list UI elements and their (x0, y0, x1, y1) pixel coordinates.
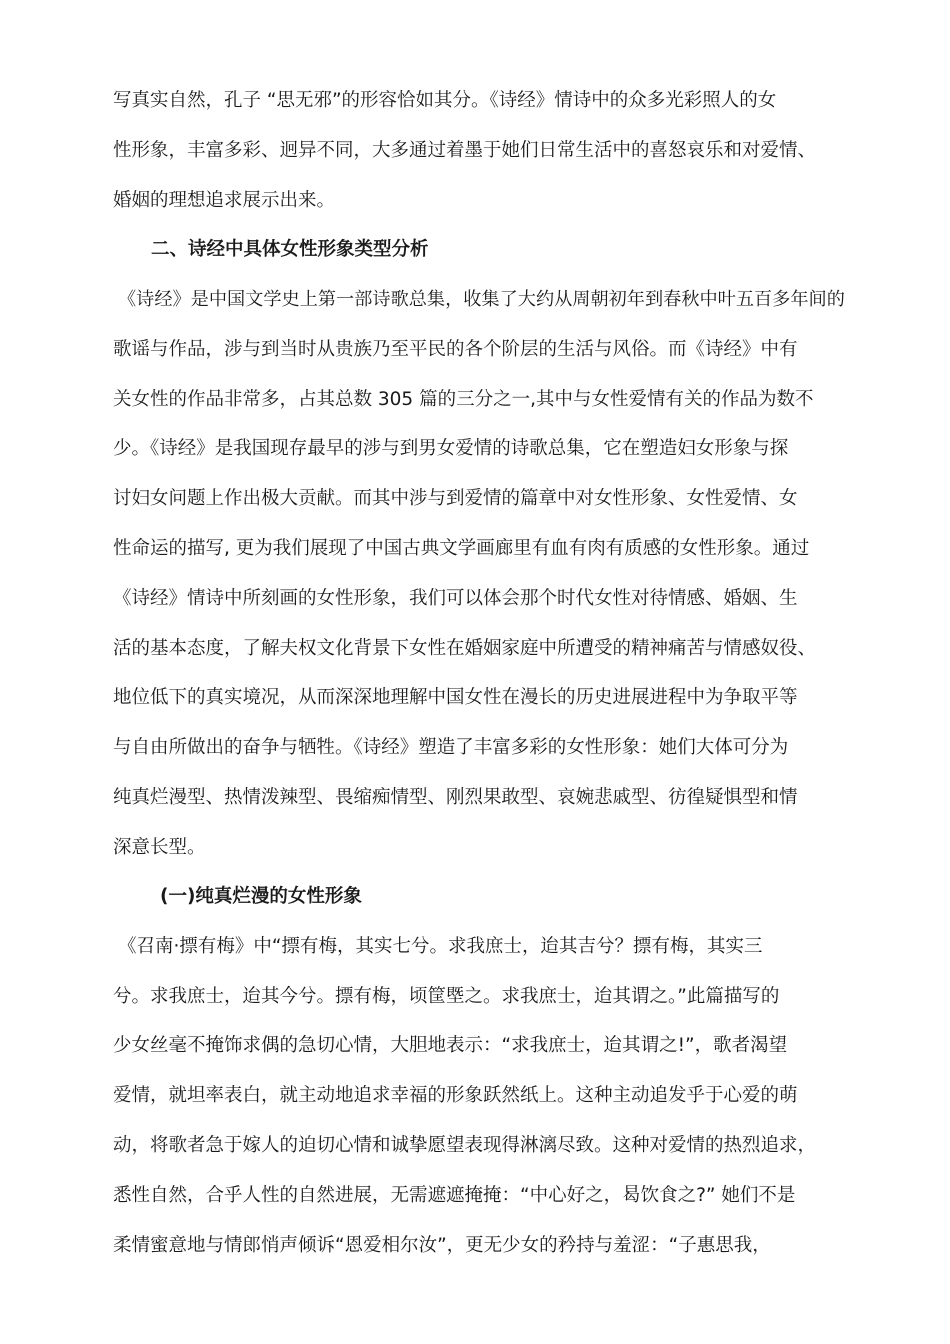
body-text-line: 《诗经》情诗中所刻画的女性形象，我们可以体会那个时代女性对待情感、婚姻、生 (113, 588, 798, 609)
body-text-line: 关女性的作品非常多，占其总数 305 篇的三分之一,其中与女性爱情有关的作品为数不 (113, 389, 814, 410)
body-text-line: 歌谣与作品，涉与到当时从贵族乃至平民的各个阶层的生活与风俗。而《诗经》中有 (113, 339, 798, 360)
body-text-line: 讨妇女问题上作出极大贡献。而其中涉与到爱情的篇章中对女性形象、女性爱情、女 (113, 488, 798, 509)
body-text-line: 《召南·摽有梅》中“摽有梅，其实七兮。求我庶士，迨其吉兮？摽有梅，其实三 (118, 936, 763, 957)
body-text-line: 少。《诗经》是我国现存最早的涉与到男女爱情的诗歌总集，它在塑造妇女形象与探 (113, 438, 789, 459)
body-text-line: 性形象，丰富多彩、迥异不同，大多通过着墨于她们日常生活中的喜怒哀乐和对爱情、 (113, 140, 817, 161)
body-text-line: 悉性自然，合乎人性的自然进展，无需遮遮掩掩：“中心好之，曷饮食之?” 她们不是 (113, 1185, 796, 1206)
body-text-line: 地位低下的真实境况，从而深深地理解中国女性在漫长的历史进展进程中为争取平等 (113, 687, 798, 708)
body-text-line: 与自由所做出的奋争与牺牲。《诗经》塑造了丰富多彩的女性形象：她们大体可分为 (113, 737, 789, 758)
body-text-line: 《诗经》是中国文学史上第一部诗歌总集，收集了大约从周朝初年到春秋中叶五百多年间的 (118, 289, 845, 310)
section-heading: 二、诗经中具体女性形象类型分析 (151, 239, 429, 260)
body-text-line: 少女丝毫不掩饰求偶的急切心情，大胆地表示：“求我庶士，迨其谓之!”，歌者渴望 (113, 1035, 788, 1056)
body-text-line: 柔情蜜意地与情郎悄声倾诉“恩爱相尔汝”，更无少女的矜持与羞涩：“子惠思我， (113, 1235, 771, 1256)
body-text-line: 深意长型。 (113, 837, 206, 858)
body-text-line: 性命运的描写, 更为我们展现了中国古典文学画廊里有血有肉有质感的女性形象。通过 (113, 538, 810, 559)
body-text-line: 动，将歌者急于嫁人的迫切心情和诚挚愿望表现得淋漓尽致。这种对爱情的热烈追求， (113, 1135, 817, 1156)
body-text-line: 活的基本态度，了解夫权文化背景下女性在婚姻家庭中所遭受的精神痛苦与情感奴役、 (113, 638, 817, 659)
subsection-heading: (一)纯真烂漫的女性形象 (160, 886, 362, 907)
body-text-line: 爱情，就坦率表白，就主动地追求幸福的形象跃然纸上。这种主动追发乎于心爱的萌 (113, 1085, 798, 1106)
body-text-line: 纯真烂漫型、热情泼辣型、畏缩痴情型、刚烈果敢型、哀婉悲戚型、彷徨疑惧型和情 (113, 787, 798, 808)
body-text-line: 兮。求我庶士，迨其今兮。摽有梅，顷筐塈之。求我庶士，迨其谓之。”此篇描写的 (113, 986, 780, 1007)
body-text-line: 写真实自然，孔子 “思无邪”的形容恰如其分。《诗经》情诗中的众多光彩照人的女 (113, 90, 777, 111)
body-text-line: 婚姻的理想追求展示出来。 (113, 190, 336, 211)
